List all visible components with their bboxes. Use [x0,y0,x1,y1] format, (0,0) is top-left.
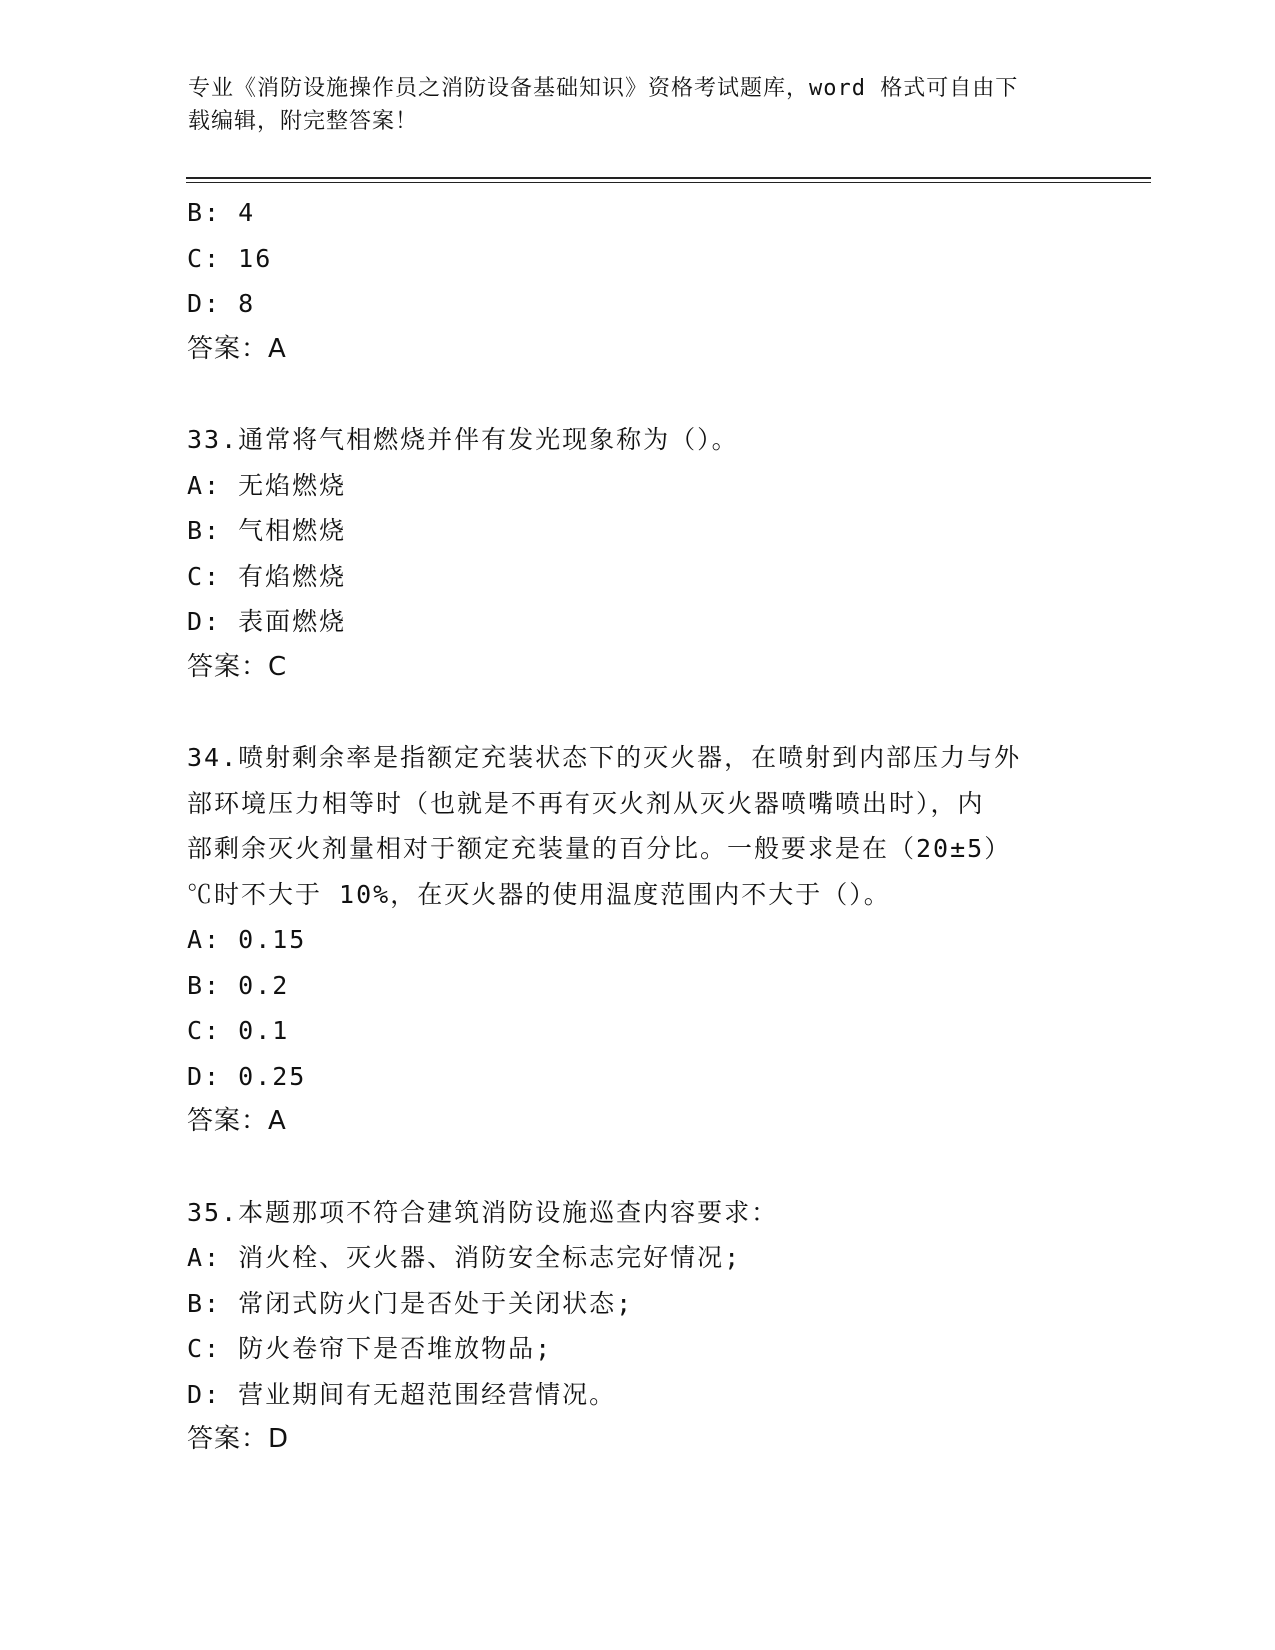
option-b: B: 4 [187,198,256,227]
header-line-1: 专业《消防设施操作员之消防设备基础知识》资格考试题库，word 格式可自由下 [188,76,1019,101]
question-35 [187,1190,1087,1463]
header-divider-thin [186,182,1151,183]
option-c: C: 0.1 [187,1016,290,1045]
header-line-2: 载编辑，附完整答案！ [188,109,419,134]
answer-line: 答案：A [187,1106,287,1136]
question-stem: 35.本题那项不符合建筑消防设施巡查内容要求： [187,1197,779,1227]
option-d: D: 0.25 [187,1061,307,1091]
question-stem-line-4: ℃时不大于 10%，在灭火器的使用温度范围内不大于（）。 [187,879,891,909]
option-a: A: 0.15 [187,925,307,954]
question-33 [187,417,1087,690]
question-34 [187,735,1087,1145]
question-stem-line-3: 部剩余灭火剂量相对于额定充装量的百分比。一般要求是在（20±5） [187,834,1012,863]
option-a: A: 消火栓、灭火器、消防安全标志完好情况; [187,1243,742,1272]
answer-line: 答案：C [187,651,288,682]
option-c: C: 有焰燃烧 [187,561,347,591]
option-d: D: 表面燃烧 [187,607,347,636]
option-d: D: 营业期间有无超范围经营情况。 [187,1379,617,1409]
question-list [187,190,1087,1463]
option-a: A: 无焰燃烧 [187,470,347,500]
question-stem-line-2: 部环境压力相等时（也就是不再有灭火剂从灭火器喷嘴喷出时），内 [187,788,985,818]
answer-line: 答案：D [187,1424,290,1454]
option-b: B: 气相燃烧 [187,516,347,545]
option-b: B: 常闭式防火门是否处于关闭状态; [187,1288,634,1318]
question-stem: 33.通常将气相燃烧并伴有发光现象称为（）。 [187,425,739,454]
header-divider-thick [186,177,1151,179]
answer-line: 答案：A [187,333,287,364]
option-c: C: 16 [187,243,273,273]
option-d: D: 8 [187,289,256,318]
option-c: C: 防火卷帘下是否堆放物品; [187,1334,553,1363]
question-stem-line-1: 34.喷射剩余率是指额定充装状态下的灭火器，在喷射到内部压力与外 [187,743,1022,772]
prev-question-block [187,190,1087,372]
option-b: B: 0.2 [187,970,290,1000]
document-header [188,72,1088,138]
